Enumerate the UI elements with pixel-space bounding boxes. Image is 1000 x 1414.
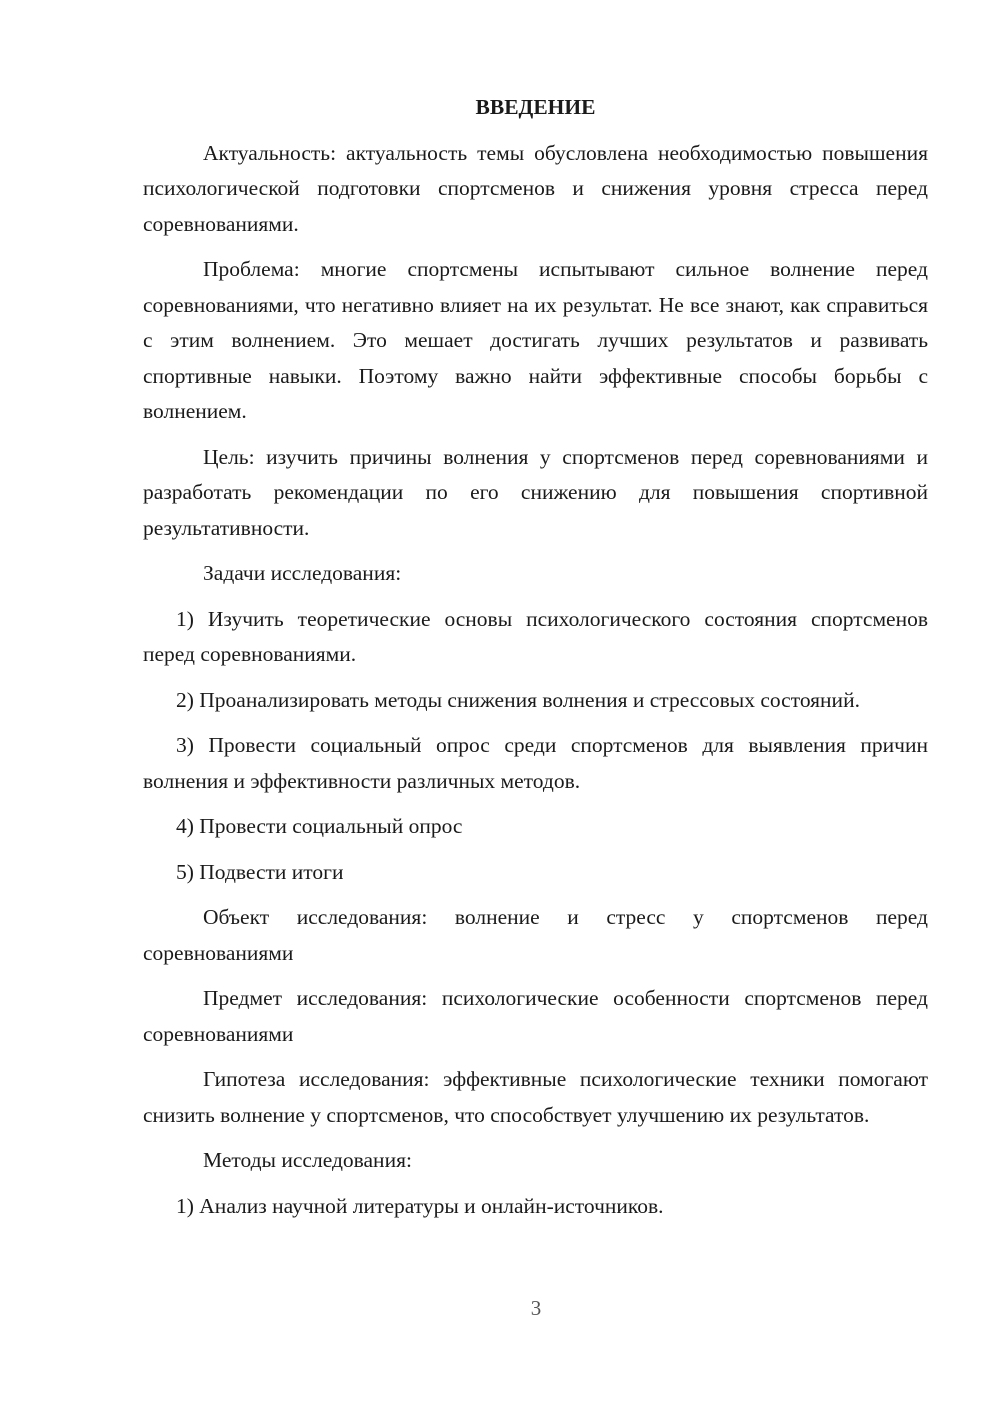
document-title: ВВЕДЕНИЕ: [475, 95, 596, 119]
subject-paragraph: Предмет исследования: психологические особенности спортсменов перед соревнованиями: [143, 986, 928, 1046]
goal-paragraph: Цель: изучить причины волнения у спортсменов перед соревнованиями и разработать рекомендации по его снижению для повышения спортивной результативности.: [143, 444, 928, 540]
problem-paragraph: Проблема: многие спортсмены испытывают сильное волнение перед соревнованиями, что негативно влияет на их результат. Не все знают, как справиться с этим волнением. Это мешает достигать лучших результатов и развивать спортивные навыки. Поэтому важно найти эффективные способы борьбы с волнением.: [143, 257, 928, 423]
task-item: 2) Проанализировать методы снижения волнения и стрессовых состояний.: [176, 687, 860, 712]
object-paragraph: Объект исследования: волнение и стресс у спортсменов перед соревнованиями: [143, 905, 928, 965]
method-item: 1) Анализ научной литературы и онлайн-источников.: [176, 1193, 664, 1218]
relevance-paragraph: Актуальность: актуальность темы обусловлена необходимостью повышения психологической подготовки спортсменов и снижения уровня стресса перед соревнованиями.: [143, 140, 928, 236]
task-item: 1) Изучить теоретические основы психологического состояния спортсменов перед соревнованиями.: [143, 606, 928, 666]
hypothesis-paragraph: Гипотеза исследования: эффективные психологические техники помогают снизить волнение у спортсменов, что способствует улучшению их результатов.: [143, 1067, 928, 1127]
task-item: 3) Провести социальный опрос среди спортсменов для выявления причин волнения и эффективности различных методов.: [143, 733, 928, 793]
task-item: 5) Подвести итоги: [176, 859, 344, 884]
tasks-heading: Задачи исследования:: [203, 561, 402, 585]
document-page: [143, 90, 928, 1234]
task-item: 4) Провести социальный опрос: [176, 814, 463, 838]
page-number: 3: [530, 1296, 542, 1320]
methods-heading: Методы исследования:: [203, 1148, 412, 1172]
